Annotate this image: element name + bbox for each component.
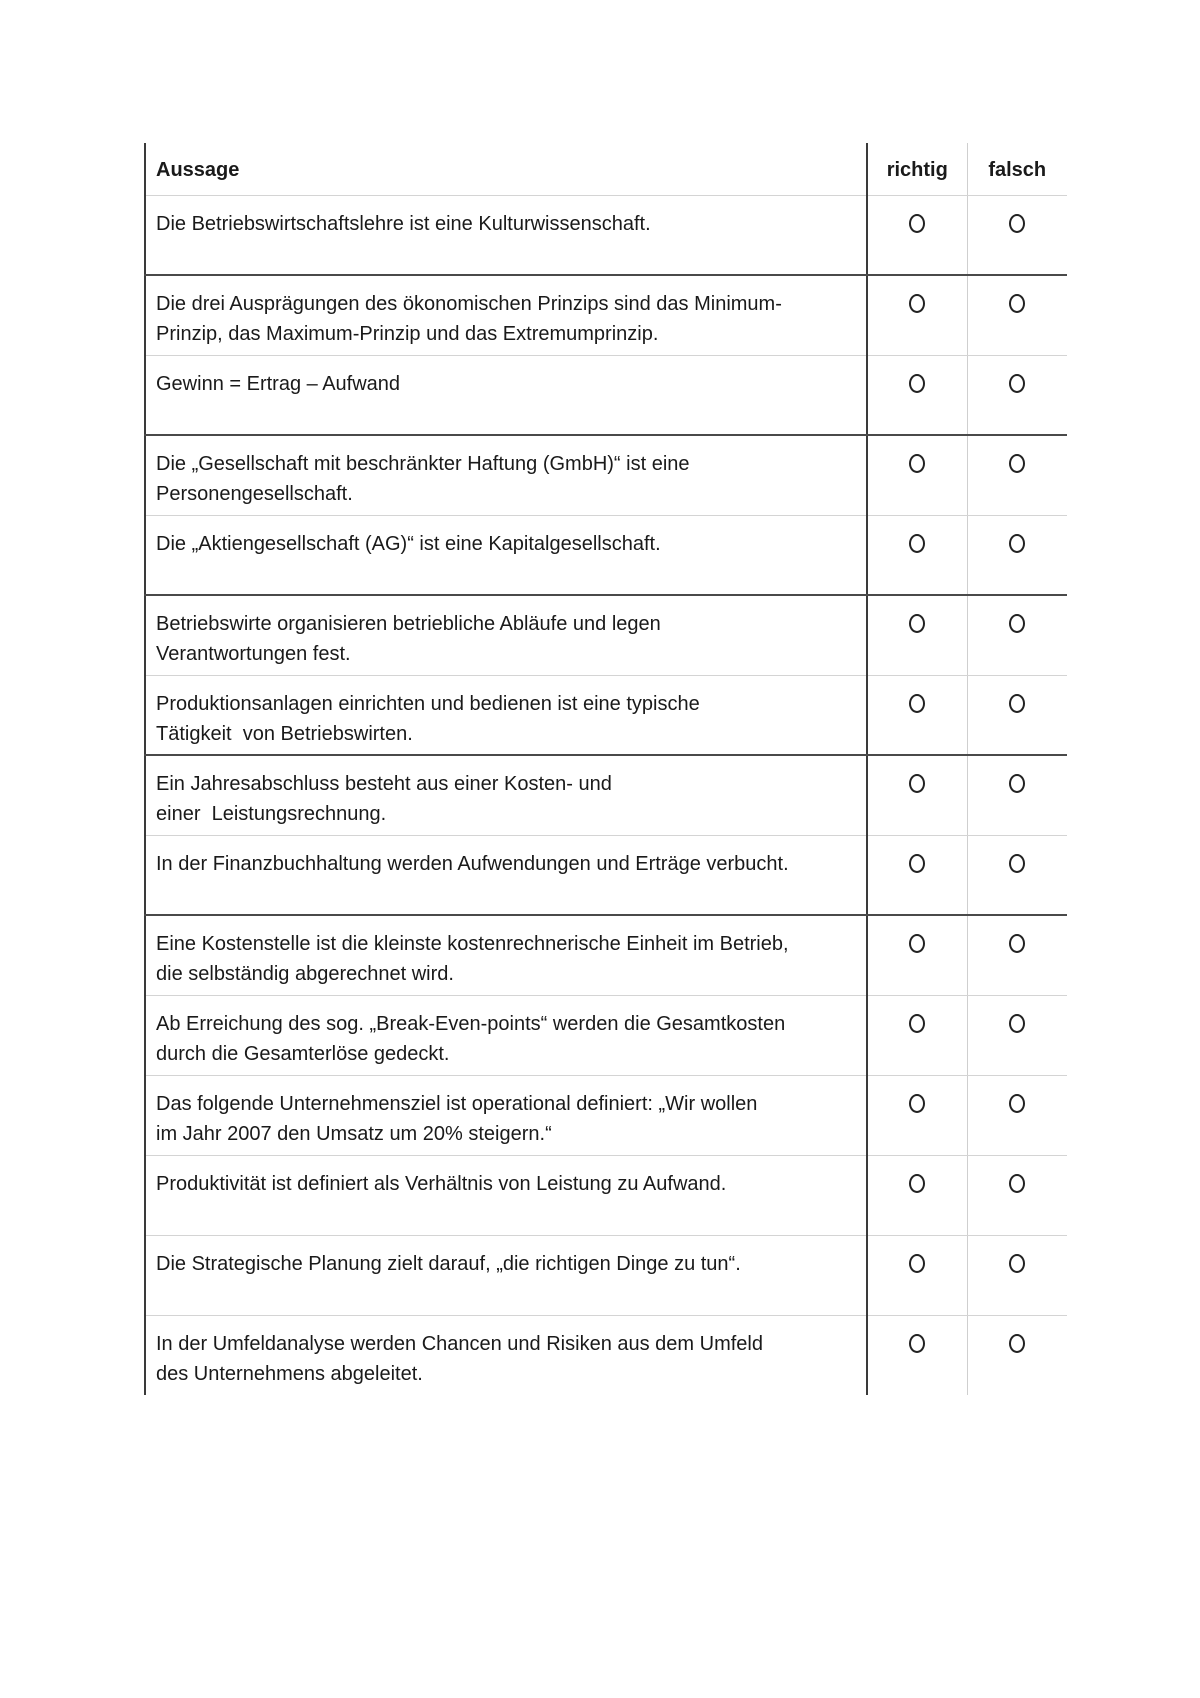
option-wrong-cell xyxy=(967,355,1067,435)
table-row xyxy=(145,755,1067,835)
table-row xyxy=(145,1075,1067,1155)
option-correct-circle-icon[interactable] xyxy=(909,294,925,313)
option-correct-circle-icon[interactable] xyxy=(909,1094,925,1113)
statement-cell xyxy=(145,515,867,595)
table-row xyxy=(145,915,1067,995)
option-wrong-circle-icon[interactable] xyxy=(1009,294,1025,313)
option-wrong-circle-icon[interactable] xyxy=(1009,1014,1025,1033)
statement-line: Ein Jahresabschluss besteht aus einer Kosten- und xyxy=(156,773,612,795)
option-correct-cell xyxy=(867,755,967,835)
table-row xyxy=(145,355,1067,435)
option-correct-circle-icon[interactable] xyxy=(909,454,925,473)
statement-line: Die Strategische Planung zielt darauf, „die richtigen Dinge zu tun“. xyxy=(156,1252,741,1275)
statement-line: Eine Kostenstelle ist die kleinste kostenrechnerische Einheit im Betrieb, xyxy=(156,933,789,955)
option-correct-cell xyxy=(867,595,967,675)
header-wrong: falsch xyxy=(967,143,1067,195)
option-correct-cell xyxy=(867,835,967,915)
option-wrong-circle-icon[interactable] xyxy=(1009,1094,1025,1113)
statement-cell xyxy=(145,435,867,515)
option-wrong-cell xyxy=(967,435,1067,515)
table-row xyxy=(145,995,1067,1075)
option-wrong-cell xyxy=(967,995,1067,1075)
statement-line: Personengesellschaft. xyxy=(156,483,353,505)
statement-line: Das folgende Unternehmensziel ist operational definiert: „Wir wollen xyxy=(156,1092,758,1115)
statement-line: Verantwortungen fest. xyxy=(156,643,351,665)
option-wrong-cell xyxy=(967,1235,1067,1315)
true-false-table xyxy=(144,143,1067,1395)
statement-line: In der Finanzbuchhaltung werden Aufwendungen und Erträge verbucht. xyxy=(156,852,789,875)
option-wrong-cell xyxy=(967,275,1067,355)
option-correct-circle-icon[interactable] xyxy=(909,1334,925,1353)
statement-line: Die „Aktiengesellschaft (AG)“ ist eine Kapitalgesellschaft. xyxy=(156,532,661,555)
option-wrong-circle-icon[interactable] xyxy=(1009,694,1025,713)
option-wrong-circle-icon[interactable] xyxy=(1009,214,1025,233)
header-correct: richtig xyxy=(867,143,967,195)
option-correct-circle-icon[interactable] xyxy=(909,534,925,553)
option-correct-circle-icon[interactable] xyxy=(909,854,925,873)
statement-line: Die „Gesellschaft mit beschränkter Haftung (GmbH)“ ist eine xyxy=(156,453,690,475)
statement-line: Gewinn = Ertrag – Aufwand xyxy=(156,372,401,395)
statement-cell xyxy=(145,275,867,355)
table-row xyxy=(145,675,1067,755)
option-correct-cell xyxy=(867,435,967,515)
option-wrong-cell xyxy=(967,515,1067,595)
option-correct-cell xyxy=(867,1315,967,1395)
statement-cell xyxy=(145,915,867,995)
option-correct-circle-icon[interactable] xyxy=(909,934,925,953)
option-wrong-cell xyxy=(967,1315,1067,1395)
option-correct-cell xyxy=(867,1235,967,1315)
table-row xyxy=(145,835,1067,915)
table-row xyxy=(145,1235,1067,1315)
table-row xyxy=(145,435,1067,515)
option-correct-cell xyxy=(867,195,967,275)
statement-line: durch die Gesamterlöse gedeckt. xyxy=(156,1042,450,1065)
option-wrong-circle-icon[interactable] xyxy=(1009,374,1025,393)
statement-cell xyxy=(145,1235,867,1315)
statement-cell xyxy=(145,195,867,275)
option-wrong-circle-icon[interactable] xyxy=(1009,854,1025,873)
option-correct-cell xyxy=(867,1075,967,1155)
statement-line: Prinzip, das Maximum-Prinzip und das Extremumprinzip. xyxy=(156,323,659,345)
option-correct-cell xyxy=(867,915,967,995)
option-wrong-cell xyxy=(967,595,1067,675)
option-wrong-circle-icon[interactable] xyxy=(1009,1254,1025,1273)
statement-cell xyxy=(145,1075,867,1155)
option-wrong-cell xyxy=(967,915,1067,995)
statement-cell xyxy=(145,835,867,915)
table-row xyxy=(145,1155,1067,1235)
option-wrong-cell xyxy=(967,675,1067,755)
header-statement: Aussage xyxy=(145,143,867,195)
option-wrong-cell xyxy=(967,835,1067,915)
statement-line: im Jahr 2007 den Umsatz um 20% steigern.“ xyxy=(156,1122,552,1145)
option-correct-cell xyxy=(867,1155,967,1235)
table-row xyxy=(145,195,1067,275)
option-wrong-circle-icon[interactable] xyxy=(1009,1334,1025,1353)
statement-line: In der Umfeldanalyse werden Chancen und Risiken aus dem Umfeld xyxy=(156,1332,763,1355)
option-correct-circle-icon[interactable] xyxy=(909,1014,925,1033)
option-correct-circle-icon[interactable] xyxy=(909,374,925,393)
statement-line: Produktivität ist definiert als Verhältnis von Leistung zu Aufwand. xyxy=(156,1172,727,1195)
table-header-row xyxy=(145,143,1067,195)
statement-cell xyxy=(145,995,867,1075)
option-wrong-circle-icon[interactable] xyxy=(1009,1174,1025,1193)
statement-cell xyxy=(145,675,867,755)
table-body xyxy=(145,195,1067,1395)
option-wrong-circle-icon[interactable] xyxy=(1009,774,1025,793)
statement-line: des Unternehmens abgeleitet. xyxy=(156,1362,423,1385)
statement-cell xyxy=(145,1155,867,1235)
statement-cell xyxy=(145,755,867,835)
table-row xyxy=(145,1315,1067,1395)
option-correct-circle-icon[interactable] xyxy=(909,214,925,233)
statement-line: die selbständig abgerechnet wird. xyxy=(156,963,454,985)
option-correct-cell xyxy=(867,995,967,1075)
option-correct-circle-icon[interactable] xyxy=(909,694,925,713)
statement-line: Die drei Ausprägungen des ökonomischen Prinzips sind das Minimum- xyxy=(156,293,782,315)
statement-line: Tätigkeit von Betriebswirten. xyxy=(156,722,413,745)
statement-line: einer Leistungsrechnung. xyxy=(156,803,387,825)
option-correct-circle-icon[interactable] xyxy=(909,1174,925,1193)
option-correct-cell xyxy=(867,355,967,435)
option-wrong-circle-icon[interactable] xyxy=(1009,454,1025,473)
option-wrong-circle-icon[interactable] xyxy=(1009,534,1025,553)
table-row xyxy=(145,515,1067,595)
option-wrong-cell xyxy=(967,1155,1067,1235)
table-row xyxy=(145,275,1067,355)
statement-line: Ab Erreichung des sog. „Break-Even-points“ werden die Gesamtkosten xyxy=(156,1012,786,1035)
statement-cell xyxy=(145,355,867,435)
option-wrong-circle-icon[interactable] xyxy=(1009,614,1025,633)
option-correct-cell xyxy=(867,515,967,595)
option-correct-circle-icon[interactable] xyxy=(909,774,925,793)
option-correct-circle-icon[interactable] xyxy=(909,614,925,633)
option-correct-cell xyxy=(867,275,967,355)
option-wrong-circle-icon[interactable] xyxy=(1009,934,1025,953)
statement-line: Betriebswirte organisieren betriebliche Abläufe und legen xyxy=(156,613,661,635)
option-wrong-cell xyxy=(967,1075,1067,1155)
option-correct-circle-icon[interactable] xyxy=(909,1254,925,1273)
statement-line: Die Betriebswirtschaftslehre ist eine Kulturwissenschaft. xyxy=(156,212,651,235)
statement-line: Produktionsanlagen einrichten und bedienen ist eine typische xyxy=(156,692,700,715)
statement-cell xyxy=(145,595,867,675)
statement-cell xyxy=(145,1315,867,1395)
option-wrong-cell xyxy=(967,195,1067,275)
option-correct-cell xyxy=(867,675,967,755)
table-row xyxy=(145,595,1067,675)
option-wrong-cell xyxy=(967,755,1067,835)
